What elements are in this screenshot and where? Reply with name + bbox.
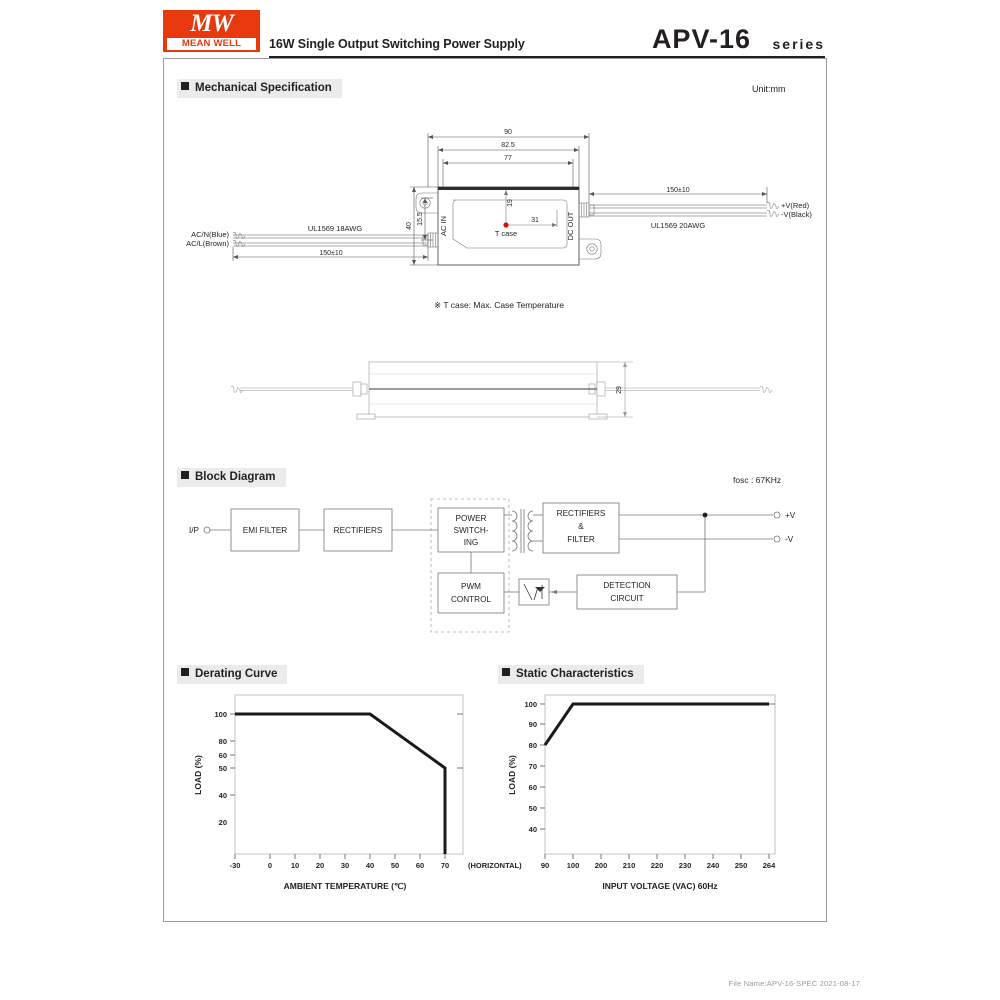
xtick-static-5: 230	[678, 861, 692, 870]
section-title-block-diagram	[177, 468, 286, 487]
label-ac-n: AC/N(Blue)	[191, 230, 229, 239]
chart-static-characteristics	[505, 690, 815, 895]
bullet-square-icon	[181, 82, 189, 90]
block-label-detection-2: CIRCUIT	[610, 594, 644, 603]
label-output-positive: +V	[785, 511, 796, 520]
dim-15-5: 15.5	[417, 212, 424, 226]
footer-filename: File Name:APV-16-SPEC 2021-08-17	[728, 979, 860, 988]
block-label-emi-filter: EMI FILTER	[242, 526, 288, 535]
logo-mark: MW	[190, 10, 233, 37]
dim-19: 19	[507, 199, 514, 207]
block-label-power-switching-2: SWITCH-	[453, 526, 489, 535]
label-wire-output: UL1569 20AWG	[650, 221, 706, 230]
ytick-static-6: 100	[524, 700, 537, 709]
unit-note: Unit:mm	[752, 84, 786, 94]
dim-77: 77	[504, 155, 512, 162]
meanwell-logo	[163, 10, 260, 52]
output-junction-dot	[703, 513, 708, 518]
label-ac-in: AC IN	[439, 215, 448, 237]
ytick-derating-0: 20	[218, 818, 227, 827]
dim-31: 31	[531, 217, 539, 224]
section-title-static	[498, 665, 644, 684]
label-out-pos: +V(Red)	[781, 201, 810, 210]
xtick-static-4: 220	[650, 861, 664, 870]
xtick-static-8: 264	[762, 861, 776, 870]
label-input: I/P	[188, 526, 200, 535]
ytick-static-5: 90	[528, 720, 537, 729]
ytick-derating-3: 60	[218, 751, 227, 760]
xtick-static-6: 240	[706, 861, 720, 870]
block-pwm-control	[438, 573, 504, 613]
series-label: series	[772, 36, 825, 52]
section-label-static: Static Characteristics	[516, 668, 634, 680]
ytick-static-1: 50	[528, 804, 537, 813]
dim-lead-input: 150±10	[319, 250, 343, 257]
xtick-static-2: 200	[594, 861, 608, 870]
xtick-derating-2: 10	[290, 861, 300, 870]
block-label-rect-filter-2: &	[578, 522, 584, 531]
xtick-derating-8: 70	[440, 861, 450, 870]
xtick-derating-0: -30	[229, 861, 241, 870]
block-label-power-switching-3: ING	[463, 538, 479, 547]
annotation-horizontal: (HORIZONTAL)	[468, 861, 522, 870]
chart-derating-curve	[185, 690, 522, 895]
ytick-static-2: 60	[528, 783, 537, 792]
section-label-mechanical: Mechanical Specification	[195, 82, 332, 94]
bullet-square-icon	[181, 471, 189, 479]
label-ac-l: AC/L(Brown)	[186, 239, 229, 248]
xtick-derating-1: 0	[267, 861, 273, 870]
xtick-derating-6: 50	[390, 861, 400, 870]
dim-lead-output: 150±10	[666, 187, 690, 194]
mechanical-side-view	[185, 352, 805, 422]
input-terminal	[204, 527, 210, 533]
optocoupler-icon	[519, 579, 549, 605]
tcase-marker	[503, 222, 508, 227]
block-label-pwm-1: PWM	[460, 582, 482, 591]
plot-area-derating	[235, 695, 463, 854]
xtick-derating-4: 30	[340, 861, 350, 870]
tcase-note: ※ T case: Max. Case Temperature	[434, 300, 564, 310]
label-output-negative: -V	[785, 535, 794, 544]
block-label-detection-1: DETECTION	[603, 581, 651, 590]
ytick-derating-2: 50	[218, 764, 227, 773]
block-label-rect-filter-1: RECTIFIERS	[556, 509, 606, 518]
xlabel-derating: AMBIENT TEMPERATURE (℃)	[283, 881, 407, 891]
section-title-derating	[177, 665, 287, 684]
block-label-power-switching-1: POWER	[455, 514, 487, 523]
plot-area-static	[545, 695, 775, 854]
header-subtitle: 16W Single Output Switching Power Supply	[269, 37, 525, 51]
xtick-static-0: 90	[540, 861, 550, 870]
block-label-rectifiers: RECTIFIERS	[333, 526, 383, 535]
page-header	[163, 10, 825, 52]
block-diagram	[185, 495, 805, 640]
xtick-static-1: 100	[566, 861, 580, 870]
ytick-derating-4: 80	[218, 737, 227, 746]
dim-82-5: 82.5	[501, 142, 515, 149]
ytick-static-0: 40	[528, 825, 537, 834]
xlabel-static: INPUT VOLTAGE (VAC) 60Hz	[602, 881, 718, 891]
xtick-static-7: 250	[734, 861, 748, 870]
section-title-mechanical	[177, 79, 342, 98]
xtick-derating-7: 60	[415, 861, 425, 870]
transformer-icon	[504, 509, 543, 553]
mechanical-top-view	[185, 115, 812, 315]
ylabel-derating: LOAD (%)	[193, 755, 203, 795]
xtick-static-3: 210	[622, 861, 636, 870]
terminal-v-positive	[774, 512, 780, 518]
xtick-derating-5: 40	[365, 861, 375, 870]
section-label-derating: Derating Curve	[195, 668, 278, 680]
page-title: APV-16	[651, 24, 751, 54]
ytick-derating-1: 40	[218, 791, 227, 800]
fosc-note: fosc : 67KHz	[733, 475, 782, 485]
section-label-block-diagram: Block Diagram	[195, 471, 276, 483]
ytick-derating-5: 100	[214, 710, 227, 719]
dim-40: 40	[406, 222, 413, 230]
label-wire-input: UL1569 18AWG	[307, 224, 363, 233]
terminal-v-negative	[774, 536, 780, 542]
xtick-derating-3: 20	[315, 861, 325, 870]
bullet-square-icon	[181, 668, 189, 676]
label-out-neg: -V(Black)	[781, 210, 812, 219]
block-label-pwm-2: CONTROL	[450, 595, 492, 604]
logo-name: MEAN WELL	[167, 38, 256, 50]
label-dc-out: DC OUT	[566, 211, 575, 241]
dim-29: 29	[616, 386, 623, 394]
block-label-rect-filter-3: FILTER	[567, 535, 595, 544]
ytick-static-3: 70	[528, 762, 537, 771]
dim-90: 90	[504, 129, 512, 136]
ytick-static-4: 80	[528, 741, 537, 750]
label-tcase: T case	[494, 229, 518, 238]
ylabel-static: LOAD (%)	[507, 755, 517, 795]
bullet-square-icon	[502, 668, 510, 676]
